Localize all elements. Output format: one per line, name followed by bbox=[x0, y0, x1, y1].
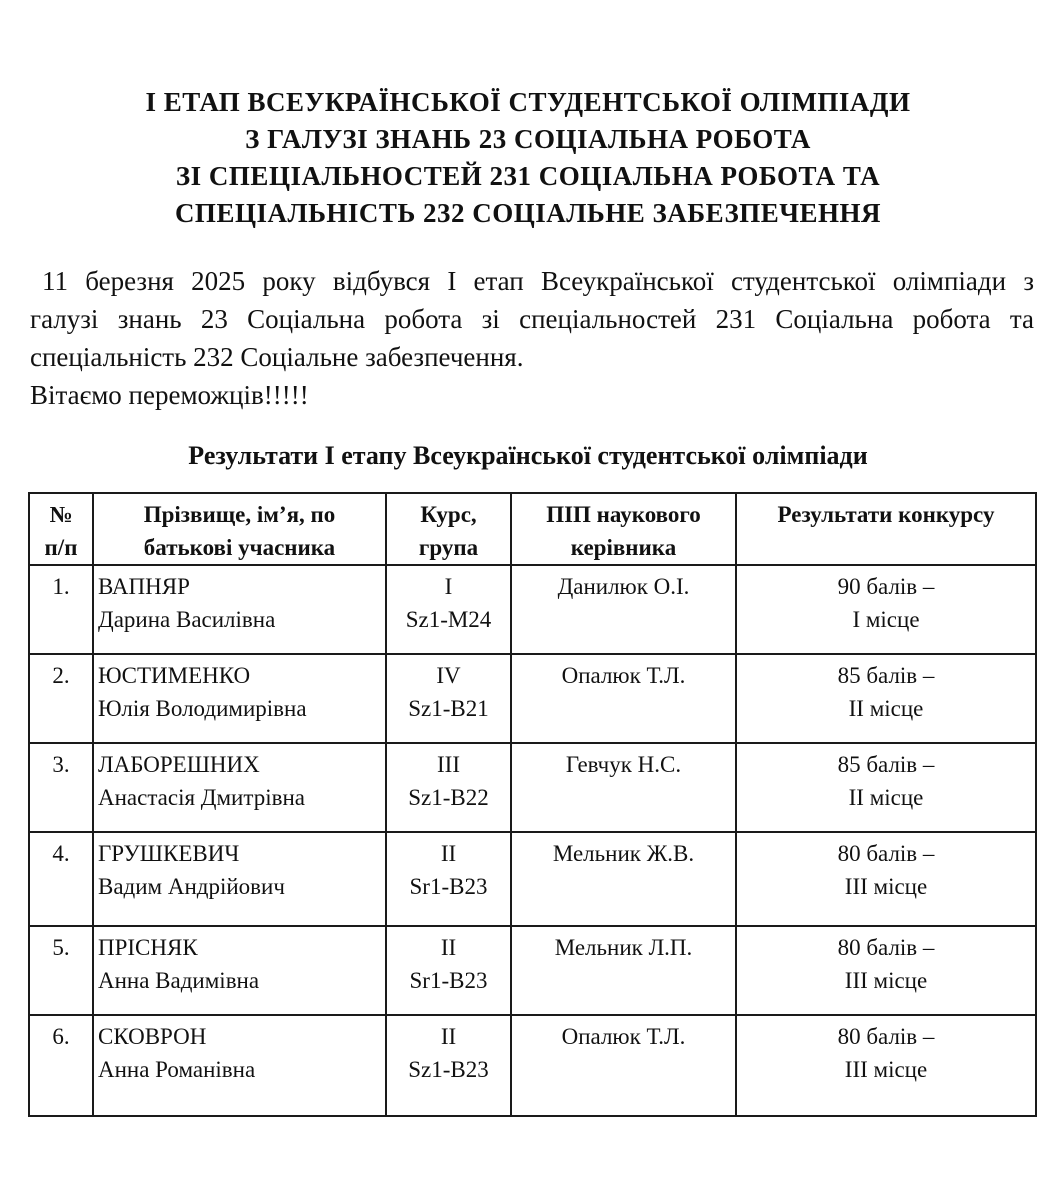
course-number: ІІ bbox=[440, 841, 457, 866]
score: 85 балів – bbox=[837, 752, 935, 777]
course-number: ІІ bbox=[440, 935, 457, 960]
participant-given-name: Дарина Василівна bbox=[98, 607, 276, 632]
place: І місце bbox=[852, 607, 920, 632]
score: 90 балів – bbox=[837, 574, 935, 599]
title-line-3: ЗІ СПЕЦІАЛЬНОСТЕЙ 231 СОЦІАЛЬНА РОБОТА ТА bbox=[175, 161, 881, 191]
header-num-line1: № bbox=[49, 502, 73, 527]
table-row bbox=[29, 832, 1036, 926]
cell-name bbox=[93, 743, 386, 832]
cell-course bbox=[386, 743, 511, 832]
header-course bbox=[386, 493, 511, 565]
cell-name bbox=[93, 565, 386, 654]
header-name-line1: Прізвище, ім’я, по bbox=[143, 502, 336, 527]
group-code: Sz1-B23 bbox=[408, 1057, 489, 1082]
intro-line-2: галузі знань 23 Соціальна робота зі спеціальностей 231 Соціальна робота та bbox=[30, 304, 1034, 334]
cell-course bbox=[386, 926, 511, 1015]
group-code: Sz1-B22 bbox=[408, 785, 489, 810]
cell-course bbox=[386, 565, 511, 654]
participant-surname: СКОВРОН bbox=[98, 1024, 207, 1049]
place: ІІІ місце bbox=[844, 1057, 928, 1082]
participant-surname: ЮСТИМЕНКО bbox=[98, 663, 251, 688]
cell-supervisor: Гевчук Н.С. bbox=[511, 743, 736, 832]
document-title bbox=[0, 84, 1056, 232]
cell-num: 5. bbox=[29, 926, 93, 1015]
participant-given-name: Анна Вадимівна bbox=[98, 968, 260, 993]
group-code: Sz1-B21 bbox=[408, 696, 489, 721]
table-row bbox=[29, 565, 1036, 654]
cell-num: 2. bbox=[29, 654, 93, 743]
header-name-line2: батькові учасника bbox=[143, 535, 336, 560]
cell-course bbox=[386, 832, 511, 926]
table-row bbox=[29, 743, 1036, 832]
title-line-2: З ГАЛУЗІ ЗНАНЬ 23 СОЦІАЛЬНА РОБОТА bbox=[245, 124, 811, 154]
course-number: ІІ bbox=[440, 1024, 457, 1049]
cell-num: 6. bbox=[29, 1015, 93, 1116]
participant-surname: ВАПНЯР bbox=[98, 574, 190, 599]
intro-line-1: 11 березня 2025 року відбувся І етап Всеукраїнської студентської олімпіади з bbox=[42, 266, 1034, 296]
header-num bbox=[29, 493, 93, 565]
cell-supervisor: Мельник Ж.В. bbox=[511, 832, 736, 926]
cell-num: 3. bbox=[29, 743, 93, 832]
header-supervisor-line2: керівника bbox=[570, 535, 677, 560]
cell-name bbox=[93, 832, 386, 926]
header-num-line2: п/п bbox=[44, 535, 78, 560]
cell-result bbox=[736, 654, 1036, 743]
cell-supervisor: Данилюк О.І. bbox=[511, 565, 736, 654]
course-number: І bbox=[444, 574, 453, 599]
header-result: Результати конкурсу bbox=[736, 493, 1036, 565]
participant-surname: ЛАБОРЕШНИХ bbox=[98, 752, 260, 777]
cell-name bbox=[93, 654, 386, 743]
score: 85 балів – bbox=[837, 663, 935, 688]
table-row bbox=[29, 654, 1036, 743]
participant-given-name: Анастасія Дмитрівна bbox=[98, 785, 305, 810]
header-supervisor-line1: ПІП наукового bbox=[546, 502, 701, 527]
cell-result bbox=[736, 743, 1036, 832]
place: ІІ місце bbox=[848, 785, 924, 810]
participant-given-name: Юлія Володимирівна bbox=[98, 696, 307, 721]
participant-surname: ПРІСНЯК bbox=[98, 935, 198, 960]
table-row bbox=[29, 1015, 1036, 1116]
group-code: Sz1-M24 bbox=[405, 607, 492, 632]
title-line-4: СПЕЦІАЛЬНІСТЬ 232 СОЦІАЛЬНЕ ЗАБЕЗПЕЧЕННЯ bbox=[174, 198, 882, 228]
group-code: Sr1-B23 bbox=[409, 874, 488, 899]
course-number: ІІІ bbox=[437, 752, 460, 777]
score: 80 балів – bbox=[837, 1024, 935, 1049]
intro-line-3: спеціальність 232 Соціальне забезпечення. bbox=[30, 342, 524, 372]
cell-result bbox=[736, 832, 1036, 926]
score: 80 балів – bbox=[837, 841, 935, 866]
cell-name bbox=[93, 1015, 386, 1116]
header-course-line1: Курс, bbox=[420, 502, 477, 527]
header-course-line2: група bbox=[418, 535, 479, 560]
header-name bbox=[93, 493, 386, 565]
group-code: Sr1-B23 bbox=[409, 968, 488, 993]
results-heading: Результати І етапу Всеукраїнської студентської олімпіади bbox=[188, 441, 868, 470]
cell-supervisor: Опалюк Т.Л. bbox=[511, 654, 736, 743]
cell-result bbox=[736, 565, 1036, 654]
cell-course bbox=[386, 1015, 511, 1116]
congrats-line: Вітаємо переможців!!!!! bbox=[30, 380, 309, 410]
cell-result bbox=[736, 1015, 1036, 1116]
participant-given-name: Вадим Андрійович bbox=[98, 874, 285, 899]
cell-supervisor: Мельник Л.П. bbox=[511, 926, 736, 1015]
table-row bbox=[29, 926, 1036, 1015]
place: ІІ місце bbox=[848, 696, 924, 721]
header-supervisor bbox=[511, 493, 736, 565]
course-number: ІV bbox=[436, 663, 461, 688]
cell-num: 4. bbox=[29, 832, 93, 926]
participant-given-name: Анна Романівна bbox=[98, 1057, 256, 1082]
table-header-row bbox=[29, 493, 1036, 565]
cell-course bbox=[386, 654, 511, 743]
results-table bbox=[28, 492, 1037, 1117]
place: ІІІ місце bbox=[844, 968, 928, 993]
place: ІІІ місце bbox=[844, 874, 928, 899]
title-line-1: І ЕТАП ВСЕУКРАЇНСЬКОЇ СТУДЕНТСЬКОЇ ОЛІМПІАДИ bbox=[145, 87, 911, 117]
cell-name bbox=[93, 926, 386, 1015]
intro-paragraph bbox=[30, 262, 1034, 414]
cell-supervisor: Опалюк Т.Л. bbox=[511, 1015, 736, 1116]
cell-num: 1. bbox=[29, 565, 93, 654]
score: 80 балів – bbox=[837, 935, 935, 960]
participant-surname: ГРУШКЕВИЧ bbox=[98, 841, 240, 866]
cell-result bbox=[736, 926, 1036, 1015]
